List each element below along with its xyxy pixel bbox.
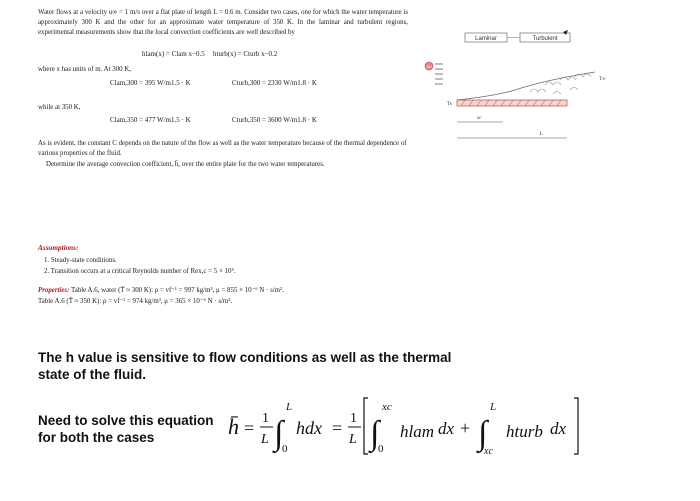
properties-line-2: Table A.6 (T̄ ≈ 350 K): ρ = vf⁻¹ = 974 kg/m³, μ = 365 × 10⁻⁶ N · s/m². — [38, 298, 233, 305]
fraction-numerator-1: 1 — [262, 411, 269, 426]
solve-note: Need to solve this equation for both the cases — [38, 413, 214, 445]
problem-statement: Water flows at a velocity u∞ = 1 m/s over a flat plate of length L = 0.6 m. Consider two cases, one for which the water temperature is approximately 300 K and the other for an approximate water temperature of 350 K. In the laminar and turbulent regions, experimental measurements show that the local convection coefficients are well described by — [38, 9, 408, 36]
determine-paragraph: Determine the average convection coefficient, h̄, over the entire plate for the two water temperatures. — [46, 161, 325, 168]
heated-plate — [457, 100, 567, 106]
turbulent-label: Turbulent — [532, 36, 558, 42]
fraction-denominator-1: L — [261, 432, 269, 447]
assumptions-title: Assumptions: — [38, 244, 79, 252]
equals-sign-1: = — [244, 418, 255, 438]
integral-lower-1: 0 — [282, 443, 288, 455]
boundary-layer-edge — [457, 72, 595, 100]
fraction-numerator-2: 1 — [350, 411, 357, 426]
c300-turbulent: Cturb,300 = 2330 W/m1.8 · K — [232, 79, 317, 87]
properties-label: Properties: — [38, 287, 70, 294]
h-lam-term: hlam — [400, 422, 434, 441]
length-label: L — [539, 132, 543, 137]
integral-lower-2: 0 — [378, 443, 384, 455]
integral-lower-3: xc — [484, 446, 493, 457]
right-bracket — [574, 398, 578, 454]
integral-sign-1: ∫ — [274, 415, 284, 452]
t-infinity-label: T∞ — [599, 77, 606, 82]
evident-paragraph: As is evident, the constant C depends on the nature of the flow as well as the water temperature because of the thermal dependence of various properties of the fluid. — [38, 140, 407, 157]
turbulent-eddies-icon — [530, 74, 591, 94]
equals-sign-2: = — [332, 418, 343, 438]
pointer-arrow-icon — [563, 30, 568, 35]
turbulent-correlation: hturb(x) = Cturb x−0.2 — [213, 50, 278, 58]
sensitivity-note: The h value is sensitive to flow conditions as well as the thermal state of the fluid. — [38, 350, 452, 382]
integral-sign-3: ∫ — [478, 415, 488, 452]
dx-term-2: dx — [550, 419, 567, 438]
left-bracket — [364, 398, 368, 454]
c350-turbulent: Cturb,350 = 3600 W/m1.8 · K — [232, 116, 317, 124]
plus-sign: + — [460, 418, 471, 438]
hdx-term: hdx — [296, 418, 322, 438]
laminar-correlation: hlam(x) = Clam x−0.5 — [142, 50, 205, 58]
integral-upper-2: xc — [382, 401, 392, 413]
assumption-1: 1. Steady-state conditions. — [44, 257, 117, 264]
flat-plate-diagram — [426, 30, 610, 155]
xc-label: xc — [476, 116, 482, 121]
t-s-label: Ts — [447, 102, 452, 107]
units-text: where x has units of m. At 300 K, — [38, 66, 132, 73]
integral-sign-2: ∫ — [370, 415, 380, 452]
laminar-label: Laminar — [475, 36, 497, 42]
fraction-denominator-2: L — [349, 432, 357, 447]
integral-upper-1: L — [286, 401, 293, 413]
c350-laminar: Clam,350 = 477 W/m1.5 · K — [110, 116, 191, 124]
u-infinity-label: u∞ — [426, 64, 432, 69]
c300-laminar: Clam,300 = 395 W/m1.5 · K — [110, 79, 191, 87]
integral-upper-3: L — [490, 401, 497, 413]
h-bar-symbol: h̄ — [228, 414, 239, 439]
freestream-arrows-icon — [435, 64, 443, 84]
dx-term-1: dx — [438, 419, 455, 438]
assumption-2: 2. Transition occurs at a critical Reynolds number of Rex,c = 5 × 10⁵. — [44, 268, 236, 275]
average-coefficient-equation — [228, 392, 588, 460]
properties-line-1 — [38, 286, 284, 294]
properties-text-1: Table A.6, water (T̄ ≈ 300 K): ρ = vf⁻¹ = 997 kg/m³, μ = 855 × 10⁻⁶ N · s/m². — [71, 287, 284, 294]
h-turb-term: hturb — [506, 422, 543, 441]
while-text: while at 350 K, — [38, 104, 81, 111]
